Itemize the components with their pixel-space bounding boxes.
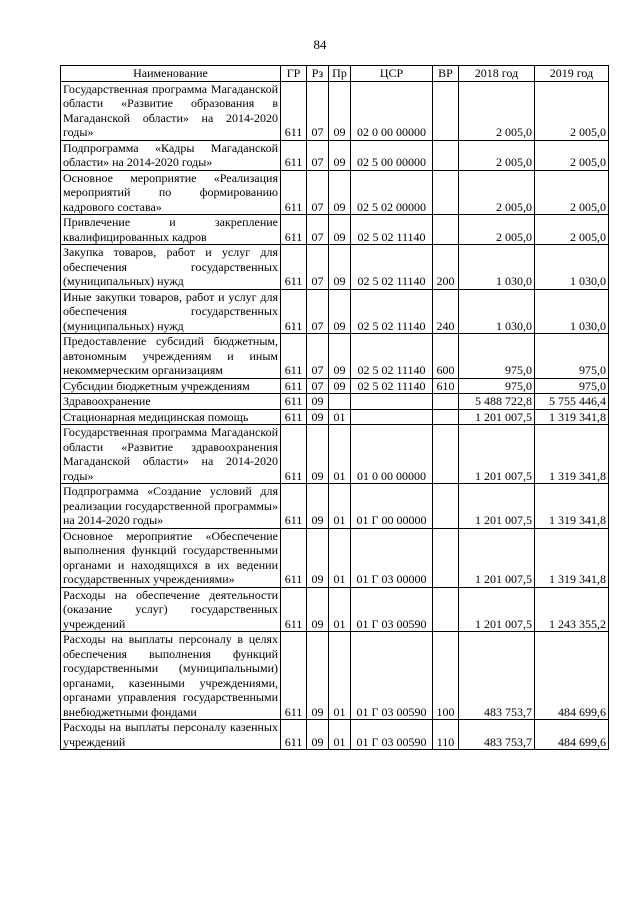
table-row — [61, 425, 609, 484]
cell-pr: 01 — [329, 632, 351, 720]
cell-vr: 240 — [433, 289, 459, 334]
cell-2018: 1 030,0 — [459, 289, 535, 334]
table-row — [61, 394, 609, 410]
cell-2019: 1 319 341,8 — [535, 484, 609, 529]
cell-2018: 975,0 — [459, 378, 535, 394]
cell-csr: 01 Г 03 00590 — [351, 720, 433, 750]
cell-2018: 2 005,0 — [459, 140, 535, 170]
cell-vr — [433, 484, 459, 529]
table-header-row — [61, 66, 609, 82]
cell-gr: 611 — [281, 409, 307, 425]
cell-gr: 611 — [281, 484, 307, 529]
cell-vr — [433, 215, 459, 245]
cell-pr: 09 — [329, 140, 351, 170]
cell-pr: 09 — [329, 334, 351, 379]
cell-vr: 600 — [433, 334, 459, 379]
cell-pr: 01 — [329, 425, 351, 484]
cell-2019: 1 030,0 — [535, 245, 609, 290]
cell-name: Основное мероприятие «Обеспечение выполнения функций государственными органами и находящихся в их ведении государственных учреждениями» — [61, 528, 281, 587]
cell-name: Подпрограмма «Кадры Магаданской области» на 2014-2020 годы» — [61, 140, 281, 170]
cell-rz: 07 — [307, 215, 329, 245]
cell-rz: 07 — [307, 81, 329, 140]
cell-pr: 09 — [329, 170, 351, 215]
cell-vr — [433, 170, 459, 215]
cell-2018: 1 201 007,5 — [459, 587, 535, 632]
cell-gr: 611 — [281, 334, 307, 379]
cell-rz: 09 — [307, 528, 329, 587]
cell-gr: 611 — [281, 245, 307, 290]
cell-2018: 1 201 007,5 — [459, 425, 535, 484]
cell-gr: 611 — [281, 720, 307, 750]
table-row — [61, 140, 609, 170]
cell-2019: 1 319 341,8 — [535, 409, 609, 425]
cell-2018: 975,0 — [459, 334, 535, 379]
table-row — [61, 378, 609, 394]
cell-pr: 09 — [329, 215, 351, 245]
cell-2019: 975,0 — [535, 334, 609, 379]
cell-2018: 1 201 007,5 — [459, 528, 535, 587]
cell-2018: 5 488 722,8 — [459, 394, 535, 410]
cell-gr: 611 — [281, 425, 307, 484]
table-row — [61, 289, 609, 334]
cell-csr: 02 5 02 11140 — [351, 215, 433, 245]
cell-name: Стационарная медицинская помощь — [61, 409, 281, 425]
cell-rz: 07 — [307, 334, 329, 379]
cell-csr: 02 0 00 00000 — [351, 81, 433, 140]
cell-vr — [433, 394, 459, 410]
cell-vr — [433, 409, 459, 425]
cell-name: Здравоохранение — [61, 394, 281, 410]
cell-2018: 2 005,0 — [459, 170, 535, 215]
cell-name: Государственная программа Магаданской области «Развитие здравоохранения Магаданской области» на 2014-2020 годы» — [61, 425, 281, 484]
cell-vr: 200 — [433, 245, 459, 290]
cell-vr: 610 — [433, 378, 459, 394]
table-row — [61, 334, 609, 379]
cell-pr: 01 — [329, 409, 351, 425]
table-row — [61, 170, 609, 215]
header-vr: ВР — [433, 66, 459, 82]
cell-csr: 01 Г 00 00000 — [351, 484, 433, 529]
cell-gr: 611 — [281, 289, 307, 334]
cell-csr: 02 5 02 11140 — [351, 289, 433, 334]
cell-rz: 09 — [307, 484, 329, 529]
cell-2019: 2 005,0 — [535, 170, 609, 215]
cell-pr: 09 — [329, 245, 351, 290]
header-2019: 2019 год — [535, 66, 609, 82]
cell-2018: 1 030,0 — [459, 245, 535, 290]
header-name: Наименование — [61, 66, 281, 82]
cell-gr: 611 — [281, 394, 307, 410]
cell-pr: 01 — [329, 484, 351, 529]
cell-rz: 07 — [307, 245, 329, 290]
cell-2018: 483 753,7 — [459, 720, 535, 750]
cell-name: Государственная программа Магаданской области «Развитие образования в Магаданской области» на 2014-2020 годы» — [61, 81, 281, 140]
cell-2018: 2 005,0 — [459, 215, 535, 245]
cell-gr: 611 — [281, 528, 307, 587]
cell-vr — [433, 81, 459, 140]
cell-pr: 01 — [329, 528, 351, 587]
table-row — [61, 587, 609, 632]
cell-name: Расходы на выплаты персоналу казенных учреждений — [61, 720, 281, 750]
cell-gr: 611 — [281, 140, 307, 170]
cell-2019: 1 243 355,2 — [535, 587, 609, 632]
cell-rz: 09 — [307, 720, 329, 750]
cell-csr: 01 Г 03 00590 — [351, 632, 433, 720]
page-number: 84 — [313, 37, 327, 52]
cell-rz: 07 — [307, 378, 329, 394]
cell-2019: 484 699,6 — [535, 632, 609, 720]
cell-rz: 09 — [307, 587, 329, 632]
cell-2018: 483 753,7 — [459, 632, 535, 720]
cell-csr — [351, 394, 433, 410]
cell-2018: 2 005,0 — [459, 81, 535, 140]
cell-rz: 09 — [307, 409, 329, 425]
cell-gr: 611 — [281, 81, 307, 140]
header-pr: Пр — [329, 66, 351, 82]
cell-vr: 110 — [433, 720, 459, 750]
cell-2019: 484 699,6 — [535, 720, 609, 750]
table-row — [61, 484, 609, 529]
cell-2019: 2 005,0 — [535, 140, 609, 170]
cell-name: Подпрограмма «Создание условий для реализации государственной программы» на 2014-2020 годы» — [61, 484, 281, 529]
cell-2019: 975,0 — [535, 378, 609, 394]
cell-csr: 01 Г 03 00000 — [351, 528, 433, 587]
cell-vr — [433, 425, 459, 484]
cell-name: Иные закупки товаров, работ и услуг для обеспечения государственных (муниципальных) нужд — [61, 289, 281, 334]
table-row — [61, 245, 609, 290]
cell-2019: 5 755 446,4 — [535, 394, 609, 410]
cell-name: Субсидии бюджетным учреждениям — [61, 378, 281, 394]
cell-pr — [329, 394, 351, 410]
cell-csr: 02 5 02 00000 — [351, 170, 433, 215]
cell-name: Закупка товаров, работ и услуг для обеспечения государственных (муниципальных) нужд — [61, 245, 281, 290]
cell-pr: 09 — [329, 378, 351, 394]
cell-csr: 02 5 02 11140 — [351, 378, 433, 394]
cell-2019: 2 005,0 — [535, 81, 609, 140]
cell-gr: 611 — [281, 378, 307, 394]
cell-name: Расходы на обеспечение деятельности (оказание услуг) государственных учреждений — [61, 587, 281, 632]
cell-2018: 1 201 007,5 — [459, 484, 535, 529]
header-rz: Рз — [307, 66, 329, 82]
cell-gr: 611 — [281, 170, 307, 215]
header-csr: ЦСР — [351, 66, 433, 82]
table-row — [61, 409, 609, 425]
header-2018: 2018 год — [459, 66, 535, 82]
table-row — [61, 632, 609, 720]
cell-rz: 09 — [307, 632, 329, 720]
cell-name: Предоставление субсидий бюджетным, автономным учреждениям и иным некоммерческим организациям — [61, 334, 281, 379]
cell-csr — [351, 409, 433, 425]
cell-name: Расходы на выплаты персоналу в целях обеспечения выполнения функций государственными (муниципальными) органами, казенными учреждениями, органами управления государственными внебюджетными фондами — [61, 632, 281, 720]
cell-gr: 611 — [281, 215, 307, 245]
cell-2018: 1 201 007,5 — [459, 409, 535, 425]
cell-rz: 09 — [307, 425, 329, 484]
cell-vr — [433, 140, 459, 170]
cell-name: Основное мероприятие «Реализация мероприятий по формированию кадрового состава» — [61, 170, 281, 215]
cell-csr: 02 5 00 00000 — [351, 140, 433, 170]
cell-pr: 01 — [329, 587, 351, 632]
cell-2019: 1 319 341,8 — [535, 528, 609, 587]
table-row — [61, 215, 609, 245]
cell-gr: 611 — [281, 587, 307, 632]
cell-vr: 100 — [433, 632, 459, 720]
cell-2019: 2 005,0 — [535, 215, 609, 245]
budget-table — [60, 65, 609, 750]
cell-2019: 1 319 341,8 — [535, 425, 609, 484]
cell-pr: 09 — [329, 81, 351, 140]
table-row — [61, 81, 609, 140]
cell-rz: 07 — [307, 170, 329, 215]
cell-gr: 611 — [281, 632, 307, 720]
cell-name: Привлечение и закрепление квалифицированных кадров — [61, 215, 281, 245]
table-row — [61, 528, 609, 587]
cell-csr: 01 0 00 00000 — [351, 425, 433, 484]
cell-rz: 07 — [307, 140, 329, 170]
cell-pr: 09 — [329, 289, 351, 334]
cell-csr: 02 5 02 11140 — [351, 334, 433, 379]
cell-pr: 01 — [329, 720, 351, 750]
table-row — [61, 720, 609, 750]
cell-csr: 02 5 02 11140 — [351, 245, 433, 290]
cell-csr: 01 Г 03 00590 — [351, 587, 433, 632]
cell-rz: 09 — [307, 394, 329, 410]
header-gr: ГР — [281, 66, 307, 82]
cell-2019: 1 030,0 — [535, 289, 609, 334]
cell-vr — [433, 528, 459, 587]
cell-vr — [433, 587, 459, 632]
cell-rz: 07 — [307, 289, 329, 334]
